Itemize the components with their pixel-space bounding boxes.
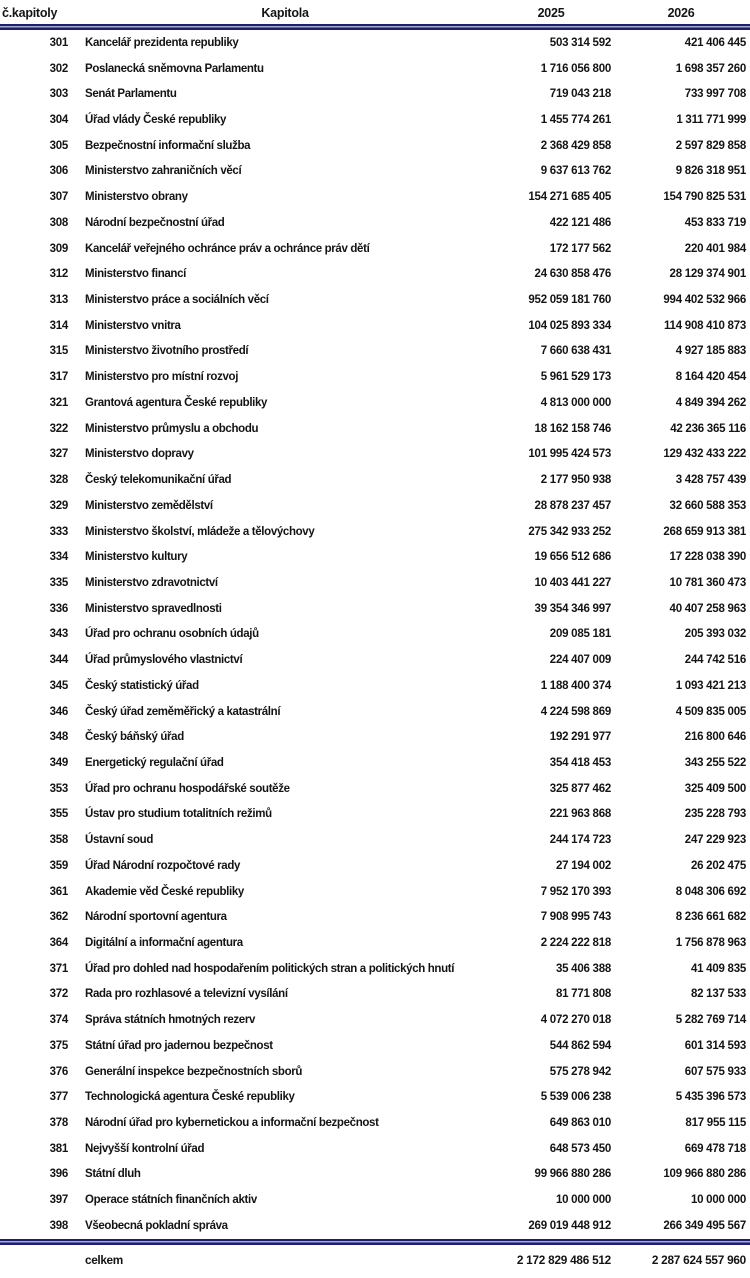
total-2026-cell: 2 287 624 557 960 [651,1252,746,1267]
amount-2026-cell: 41 409 835 [690,962,746,975]
chapter-number-cell: 364 [49,937,68,950]
chapter-name-cell: Český úřad zeměměřický a katastrální [85,705,281,718]
chapter-number-cell: 306 [49,165,68,178]
chapter-number-cell: 335 [49,576,68,589]
chapter-name-cell: Státní dluh [85,1168,141,1181]
chapter-number-cell: 321 [49,396,68,409]
amount-2025-cell: 10 000 000 [555,1194,611,1207]
amount-2026-cell: 220 401 984 [684,242,746,255]
total-row [0,1245,750,1275]
chapter-number-cell: 398 [49,1219,68,1232]
amount-2025-cell: 27 194 002 [555,859,611,872]
table-row [0,724,750,750]
chapter-name-cell: Úřad pro ochranu hospodářské soutěže [85,782,290,795]
chapter-number-cell: 305 [49,139,68,152]
chapter-name-cell: Ústavní soud [85,834,154,847]
amount-2025-cell: 101 995 424 573 [528,448,611,461]
amount-2025-cell: 192 291 977 [549,731,611,744]
chapter-name-cell: Ministerstvo kultury [85,551,188,564]
amount-2026-cell: 5 435 396 573 [675,1091,746,1104]
amount-2025-cell: 244 174 723 [549,834,611,847]
chapter-number-cell: 396 [49,1168,68,1181]
table-row [0,776,750,802]
amount-2025-cell: 99 966 880 286 [534,1168,611,1181]
chapter-name-cell: Ministerstvo práce a sociálních věcí [85,294,269,307]
amount-2026-cell: 268 659 913 381 [663,525,746,538]
table-row [0,493,750,519]
amount-2026-cell: 1 756 878 963 [675,937,746,950]
amount-2026-cell: 9 826 318 951 [675,165,746,178]
chapter-number-cell: 344 [49,654,68,667]
table-row [0,956,750,982]
amount-2025-cell: 575 278 942 [549,1065,611,1078]
chapter-number-cell: 397 [49,1194,68,1207]
chapter-number-cell: 327 [49,448,68,461]
amount-2025-cell: 24 630 858 476 [534,268,611,281]
chapter-number-cell: 345 [49,679,68,692]
chapter-name-cell: Ministerstvo průmyslu a obchodu [85,422,259,435]
chapter-name-cell: Úřad pro ochranu osobních údajů [85,628,259,641]
amount-2026-cell: 26 202 475 [690,859,746,872]
amount-2026-cell: 244 742 516 [684,654,746,667]
amount-2026-cell: 8 164 420 454 [675,371,746,384]
table-row [0,1059,750,1085]
table-row [0,519,750,545]
table-row [0,622,750,648]
table-row [0,750,750,776]
chapter-name-cell: Kancelář prezidenta republiky [85,36,239,49]
column-header-2025: 2025 [537,6,565,20]
table-row [0,467,750,493]
chapter-name-cell: Národní sportovní agentura [85,911,227,924]
amount-2026-cell: 3 428 757 439 [675,474,746,487]
chapter-number-cell: 313 [49,294,68,307]
chapter-number-cell: 322 [49,422,68,435]
amount-2026-cell: 114 908 410 873 [664,319,746,332]
amount-2026-cell: 733 997 708 [684,88,746,101]
column-header-chapter-name: Kapitola [261,6,309,20]
table-row [0,544,750,570]
chapter-name-cell: Český báňský úřad [85,731,184,744]
amount-2025-cell: 544 862 594 [549,1039,611,1052]
chapter-number-cell: 381 [49,1142,68,1155]
chapter-number-cell: 378 [49,1117,68,1130]
chapter-number-cell: 308 [49,216,68,229]
amount-2026-cell: 42 236 365 116 [670,422,746,435]
table-row [0,904,750,930]
chapter-name-cell: Rada pro rozhlasové a televizní vysílání [85,988,288,1001]
budget-table-body [0,30,750,1239]
chapter-number-cell: 358 [49,834,68,847]
chapter-number-cell: 307 [49,191,68,204]
chapter-name-cell: Státní úřad pro jadernou bezpečnost [85,1039,273,1052]
amount-2025-cell: 649 863 010 [549,1117,611,1130]
header-row [0,2,750,24]
table-row [0,1187,750,1213]
chapter-number-cell: 376 [49,1065,68,1078]
amount-2026-cell: 10 000 000 [690,1194,746,1207]
chapter-name-cell: Ministerstvo vnitra [85,319,181,332]
table-row [0,596,750,622]
amount-2026-cell: 28 129 374 901 [669,268,746,281]
amount-2025-cell: 28 878 237 457 [534,499,611,512]
amount-2026-cell: 1 698 357 260 [675,62,746,75]
amount-2026-cell: 817 955 115 [685,1117,746,1130]
amount-2025-cell: 224 407 009 [549,654,611,667]
amount-2026-cell: 266 349 495 567 [663,1219,746,1232]
chapter-name-cell: Ministerstvo zdravotnictví [85,576,218,589]
amount-2026-cell: 4 849 394 262 [675,396,746,409]
table-row [0,390,750,416]
amount-2025-cell: 5 961 529 173 [540,371,611,384]
table-row [0,236,750,262]
chapter-number-cell: 304 [49,114,68,127]
amount-2025-cell: 2 224 222 818 [540,937,611,950]
amount-2025-cell: 648 573 450 [549,1142,611,1155]
chapter-name-cell: Senát Parlamentu [85,88,177,101]
chapter-number-cell: 329 [49,499,68,512]
table-row [0,982,750,1008]
chapter-name-cell: Technologická agentura České republiky [85,1091,295,1104]
total-2025-cell: 2 172 829 486 512 [516,1252,611,1267]
chapter-name-cell: Grantová agentura České republiky [85,396,268,409]
amount-2026-cell: 607 575 933 [684,1065,746,1078]
amount-2026-cell: 40 407 258 963 [669,602,746,615]
amount-2025-cell: 35 406 388 [555,962,611,975]
chapter-name-cell: Ministerstvo školství, mládeže a tělovýchovy [85,525,315,538]
table-row [0,879,750,905]
amount-2026-cell: 4 509 835 005 [675,705,746,718]
table-row [0,699,750,725]
amount-2026-cell: 343 255 522 [684,756,746,769]
table-row [0,673,750,699]
chapter-name-cell: Energetický regulační úřad [85,756,224,769]
table-row [0,339,750,365]
amount-2025-cell: 7 660 638 431 [540,345,611,358]
amount-2025-cell: 719 043 218 [549,88,611,101]
chapter-name-cell: Akademie věd České republiky [85,885,244,898]
budget-table-header [0,2,750,24]
table-row [0,827,750,853]
amount-2026-cell: 109 966 880 286 [663,1168,746,1181]
amount-2026-cell: 1 311 771 999 [676,114,746,127]
amount-2025-cell: 4 813 000 000 [540,396,611,409]
amount-2025-cell: 1 188 400 374 [540,679,611,692]
total-empty-cell [0,1245,80,1275]
table-row [0,647,750,673]
chapter-name-cell: Úřad Národní rozpočtové rady [85,859,241,872]
amount-2025-cell: 10 403 441 227 [534,576,611,589]
amount-2025-cell: 221 963 868 [549,808,611,821]
chapter-number-cell: 328 [49,474,68,487]
amount-2025-cell: 104 025 893 334 [528,319,611,332]
amount-2026-cell: 453 833 719 [684,216,746,229]
budget-rows [0,30,750,1239]
chapter-number-cell: 362 [49,911,68,924]
table-row [0,570,750,596]
amount-2025-cell: 325 877 462 [549,782,611,795]
table-row [0,261,750,287]
chapter-number-cell: 348 [49,731,68,744]
total-label: celkem [85,1252,123,1267]
chapter-number-cell: 374 [49,1014,68,1027]
chapter-name-cell: Úřad vlády České republiky [85,114,227,127]
chapter-name-cell: Bezpečnostní informační služba [85,139,251,152]
amount-2026-cell: 421 406 445 [684,36,746,49]
amount-2026-cell: 32 660 588 353 [669,499,746,512]
amount-2026-cell: 82 137 533 [690,988,746,1001]
table-row [0,1162,750,1188]
chapter-number-cell: 343 [49,628,68,641]
amount-2026-cell: 8 048 306 692 [675,885,746,898]
chapter-number-cell: 346 [49,705,68,718]
chapter-number-cell: 317 [49,371,68,384]
chapter-number-cell: 377 [49,1091,68,1104]
chapter-number-cell: 303 [49,88,68,101]
amount-2025-cell: 354 418 453 [549,756,611,769]
table-row [0,364,750,390]
chapter-name-cell: Ministerstvo zemědělství [85,499,213,512]
table-row [0,1136,750,1162]
amount-2026-cell: 1 093 421 213 [675,679,746,692]
chapter-name-cell: Národní úřad pro kybernetickou a informační bezpečnost [85,1117,379,1130]
amount-2026-cell: 325 409 500 [684,782,746,795]
table-row [0,802,750,828]
table-row [0,81,750,107]
chapter-number-cell: 372 [49,988,68,1001]
amount-2025-cell: 209 085 181 [549,628,611,641]
amount-2026-cell: 601 314 593 [684,1039,746,1052]
chapter-name-cell: Ministerstvo dopravy [85,448,194,461]
amount-2025-cell: 172 177 562 [549,242,611,255]
amount-2025-cell: 275 342 933 252 [528,525,611,538]
chapter-name-cell: Operace státních finančních aktiv [85,1194,257,1207]
amount-2026-cell: 129 432 433 222 [663,448,746,461]
amount-2026-cell: 10 781 360 473 [669,576,746,589]
chapter-name-cell: Digitální a informační agentura [85,937,243,950]
amount-2026-cell: 5 282 769 714 [675,1014,746,1027]
chapter-name-cell: Ministerstvo spravedlnosti [85,602,222,615]
chapter-name-cell: Kancelář veřejného ochránce práv a ochránce práv dětí [85,242,370,255]
chapter-name-cell: Všeobecná pokladní správa [85,1219,228,1232]
amount-2026-cell: 247 229 923 [684,834,746,847]
table-row [0,56,750,82]
table-row [0,1213,750,1239]
table-row [0,416,750,442]
chapter-number-cell: 314 [49,319,68,332]
table-row [0,133,750,159]
amount-2026-cell: 205 393 032 [684,628,746,641]
amount-2025-cell: 269 019 448 912 [528,1219,611,1232]
amount-2026-cell: 17 228 038 390 [669,551,746,564]
chapter-number-cell: 301 [49,36,68,49]
table-row [0,107,750,133]
chapter-number-cell: 333 [49,525,68,538]
table-row [0,159,750,185]
table-row [0,1110,750,1136]
amount-2025-cell: 7 908 995 743 [540,911,611,924]
amount-2025-cell: 4 224 598 869 [540,705,611,718]
table-row [0,1007,750,1033]
table-row [0,313,750,339]
chapter-number-cell: 353 [49,782,68,795]
amount-2026-cell: 4 927 185 883 [675,345,746,358]
chapter-name-cell: Nejvyšší kontrolní úřad [85,1142,205,1155]
chapter-name-cell: Správa státních hmotných rezerv [85,1014,256,1027]
amount-2025-cell: 2 177 950 938 [540,474,611,487]
amount-2025-cell: 154 271 685 405 [528,191,611,204]
table-row [0,442,750,468]
amount-2025-cell: 7 952 170 393 [540,885,611,898]
chapter-name-cell: Ministerstvo financí [85,268,186,281]
amount-2025-cell: 81 771 808 [555,988,611,1001]
amount-2025-cell: 422 121 486 [549,216,611,229]
chapter-name-cell: Ministerstvo pro místní rozvoj [85,371,239,384]
amount-2025-cell: 1 716 056 800 [540,62,611,75]
amount-2025-cell: 1 455 774 261 [540,114,611,127]
table-row [0,210,750,236]
amount-2025-cell: 4 072 270 018 [540,1014,611,1027]
chapter-number-cell: 361 [49,885,68,898]
amount-2026-cell: 8 236 661 682 [675,911,746,924]
chapter-name-cell: Ministerstvo životního prostředí [85,345,249,358]
chapter-name-cell: Poslanecká sněmovna Parlamentu [85,62,264,75]
table-row [0,30,750,56]
table-row [0,287,750,313]
table-row [0,1033,750,1059]
table-row [0,184,750,210]
amount-2026-cell: 216 800 646 [684,731,746,744]
amount-2026-cell: 669 478 718 [684,1142,746,1155]
chapter-name-cell: Národní bezpečnostní úřad [85,216,225,229]
chapter-name-cell: Ministerstvo zahraničních věcí [85,165,242,178]
table-row [0,853,750,879]
table-row [0,1084,750,1110]
amount-2026-cell: 2 597 829 858 [675,139,746,152]
chapter-number-cell: 349 [49,756,68,769]
column-header-2026: 2026 [667,6,695,20]
chapter-name-cell: Úřad pro dohled nad hospodařením politických stran a politických hnutí [85,962,455,975]
chapter-name-cell: Úřad průmyslového vlastnictví [85,654,243,667]
amount-2025-cell: 952 059 181 760 [528,294,611,307]
chapter-number-cell: 334 [49,551,68,564]
budget-table-footer [0,1245,750,1275]
chapter-number-cell: 371 [49,962,68,975]
amount-2025-cell: 503 314 592 [549,36,611,49]
chapter-number-cell: 312 [49,268,68,281]
chapter-name-cell: Český telekomunikační úřad [85,474,232,487]
chapter-number-cell: 375 [49,1039,68,1052]
amount-2025-cell: 2 368 429 858 [540,139,611,152]
chapter-number-cell: 315 [49,345,68,358]
table-row [0,930,750,956]
amount-2025-cell: 39 354 346 997 [534,602,611,615]
chapter-name-cell: Ústav pro studium totalitních režimů [85,808,272,821]
chapter-number-cell: 302 [49,62,68,75]
amount-2025-cell: 5 539 006 238 [540,1091,611,1104]
amount-2025-cell: 18 162 158 746 [534,422,611,435]
chapter-name-cell: Český statistický úřad [85,679,199,692]
chapter-name-cell: Ministerstvo obrany [85,191,188,204]
chapter-number-cell: 355 [49,808,68,821]
amount-2026-cell: 235 228 793 [684,808,746,821]
amount-2025-cell: 19 656 512 686 [534,551,611,564]
chapter-number-cell: 359 [49,859,68,872]
amount-2026-cell: 154 790 825 531 [663,191,746,204]
amount-2026-cell: 994 402 532 966 [663,294,746,307]
chapter-number-cell: 309 [49,242,68,255]
amount-2025-cell: 9 637 613 762 [540,165,611,178]
chapter-number-cell: 336 [49,602,68,615]
column-header-chapter-number: č.kapitoly [2,6,58,20]
chapter-name-cell: Generální inspekce bezpečnostních sborů [85,1065,303,1078]
